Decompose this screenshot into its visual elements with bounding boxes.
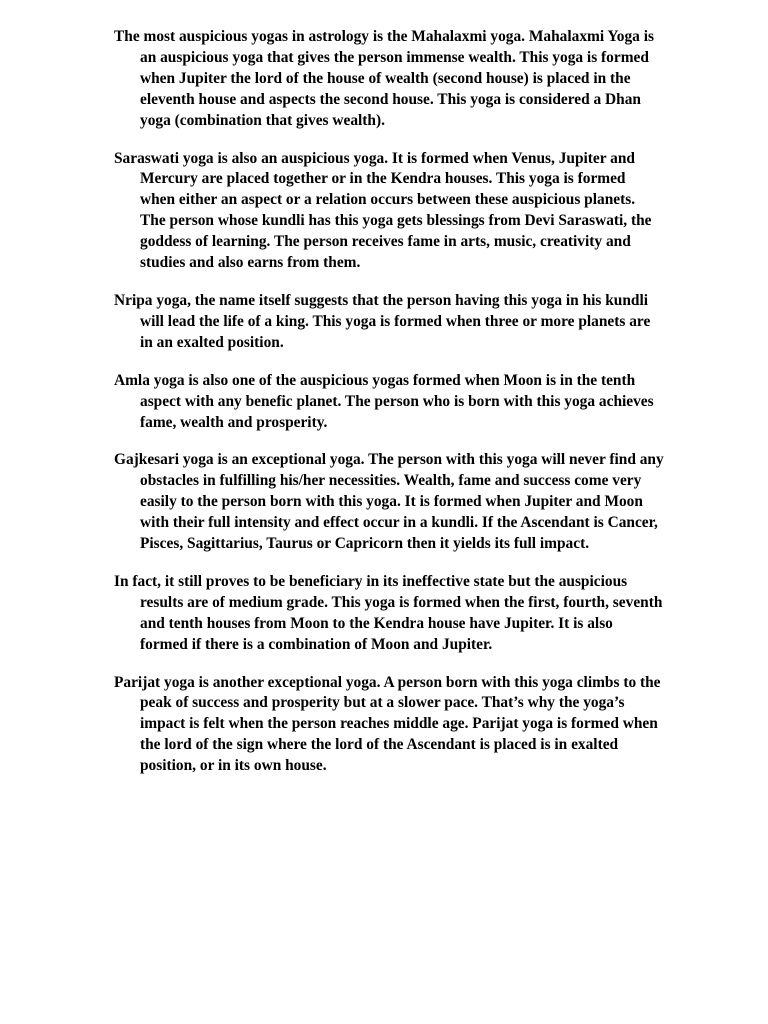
paragraph-gajkesari-yoga: Gajkesari yoga is an exceptional yoga. The person with this yoga will never find any obstacles in fulfilling his/her necessities. Wealth, fame and success come very easily to the person born with this yoga. It is formed when Jupiter and Moon with their full intensity and effect occur in a kundli. If the Ascendant is Cancer, Pisces, Sagittarius, Taurus or Capricorn then it yields its full impact.: [114, 451, 664, 553]
paragraph-nripa-yoga: Nripa yoga, the name itself suggests that the person having this yoga in his kundli will lead the life of a king. This yoga is formed when three or more planets are in an exalted position.: [114, 291, 651, 351]
paragraph-saraswati-yoga: Saraswati yoga is also an auspicious yoga. It is formed when Venus, Jupiter and Mercury are placed together or in the Kendra houses. This yoga is formed when either an aspect or a relation occurs between these auspicious planets. The person whose kundli has this yoga gets blessings from Devi Saraswati, the goddess of learning. The person receives fame in arts, music, creativity and studies and also earns from them.: [114, 149, 652, 272]
paragraph-parijat-yoga: Parijat yoga is another exceptional yoga. A person born with this yoga climbs to the peak of success and prosperity but at a slower pace. That’s why the yoga’s impact is felt when the person reaches middle age. Parijat yoga is formed when the lord of the sign where the lord of the Ascendant is placed is in exalted position, or in its own house.: [114, 673, 661, 775]
paragraph-amla-yoga: Amla yoga is also one of the auspicious yogas formed when Moon is in the tenth aspect with any benefic planet. The person who is born with this yoga achieves fame, wealth and prosperity.: [114, 371, 654, 431]
paragraph-mahalaxmi-yoga: The most auspicious yogas in astrology is the Mahalaxmi yoga. Mahalaxmi Yoga is an auspicious yoga that gives the person immense wealth. This yoga is formed when Jupiter the lord of the house of wealth (second house) is placed in the eleventh house and aspects the second house. This yoga is considered a Dhan yoga (combination that gives wealth).: [114, 28, 654, 129]
document-page: [114, 27, 664, 794]
paragraph-medium-grade: In fact, it still proves to be beneficiary in its ineffective state but the auspicious results are of medium grade. This yoga is formed when the first, fourth, seventh and tenth houses from Moon to the Kendra house have Jupiter. It is also formed if there is a combination of Moon and Jupiter.: [114, 572, 663, 653]
